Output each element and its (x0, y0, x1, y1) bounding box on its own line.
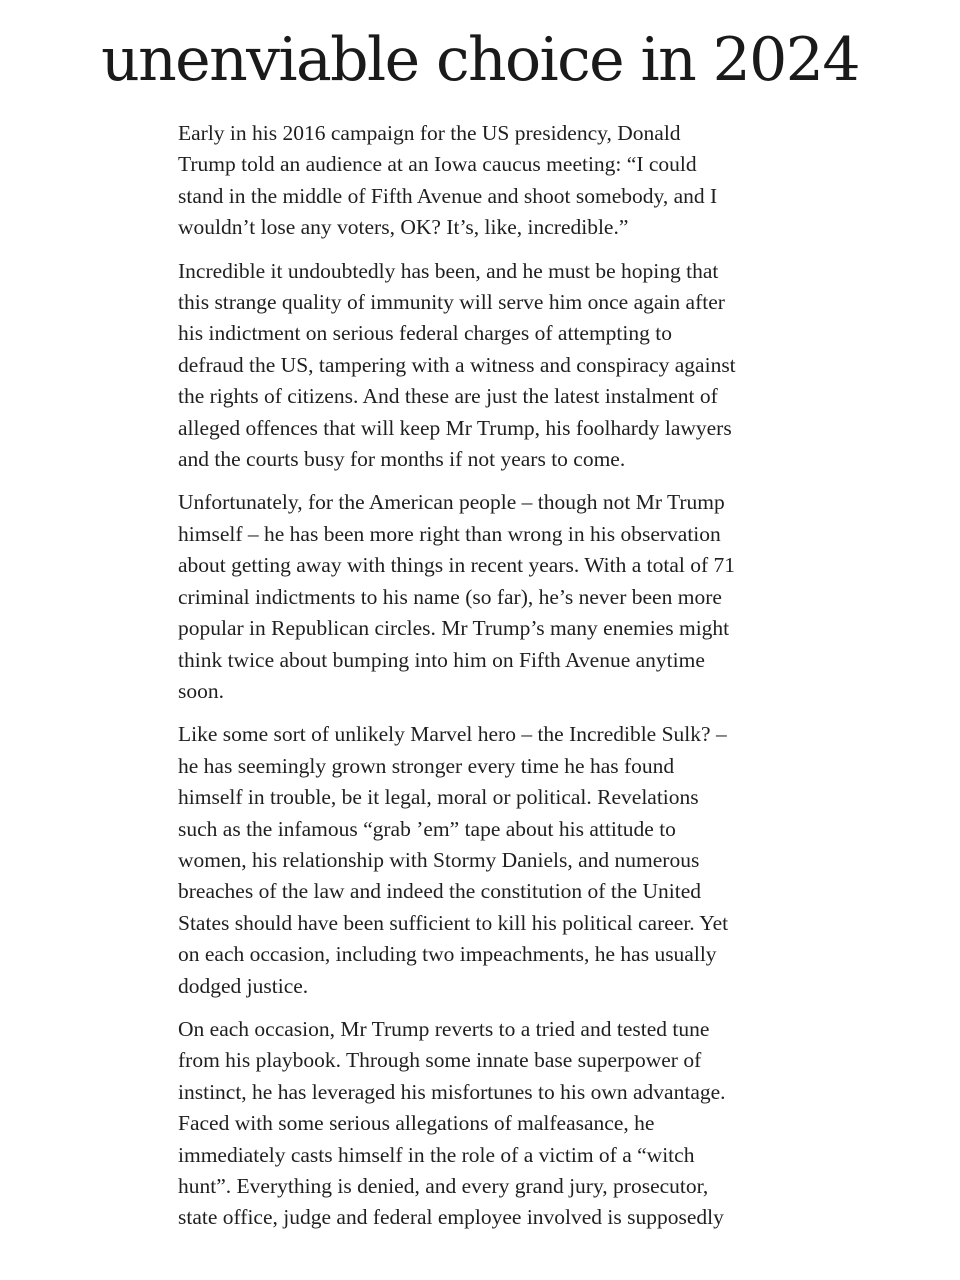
article-headline: unenviable choice in 2024 (101, 25, 859, 95)
article-paragraph: Early in his 2016 campaign for the US presidency, Donald Trump told an audience at an Iowa caucus meeting: “I could stand in the middle of Fifth Avenue and shoot somebody, and I wouldn’t lose any voters, OK? It’s, like, incredible.” (178, 121, 718, 240)
article-paragraph: Unfortunately, for the American people – though not Mr Trump himself – he has been more right than wrong in his observation about getting away with things in recent years. With a total of 71 criminal indictments to his name (so far), he’s never been more popular in Republican circles. Mr Trump’s many enemies might think twice about bumping into him on Fifth Avenue anytime soon. (178, 490, 736, 703)
article-paragraph: Incredible it undoubtedly has been, and he must be hoping that this strange quality of immunity will serve him once again after his indictment on serious federal charges of attempting to defraud the US, tampering with a witness and conspiracy against the rights of citizens. And these are just the latest instalment of alleged offences that will keep Mr Trump, his foolhardy lawyers and the courts busy for months if not years to come. (178, 258, 736, 472)
article-paragraph: On each occasion, Mr Trump reverts to a tried and tested tune from his playbook. Through some innate base superpower of instinct, he has leveraged his misfortunes to his own advantage. Faced with some serious allegations of malfeasance, he immediately casts himself in the role of a victim of a “witch hunt”. Everything is denied, and every grand jury, prosecutor, state office, judge and federal employee involved is supposedly (178, 1016, 726, 1230)
article-paragraph: Like some sort of unlikely Marvel hero – the Incredible Sulk? – he has seemingly grown stronger every time he has found himself in trouble, be it legal, moral or political. Revelations such as the infamous “grab ’em” tape about his attitude to women, his relationship with Stormy Daniels, and numerous breaches of the law and indeed the constitution of the United States should have been sufficient to kill his political career. Yet on each occasion, including two impeachments, he has usually dodged justice. (178, 722, 729, 998)
article-body (178, 118, 798, 1246)
